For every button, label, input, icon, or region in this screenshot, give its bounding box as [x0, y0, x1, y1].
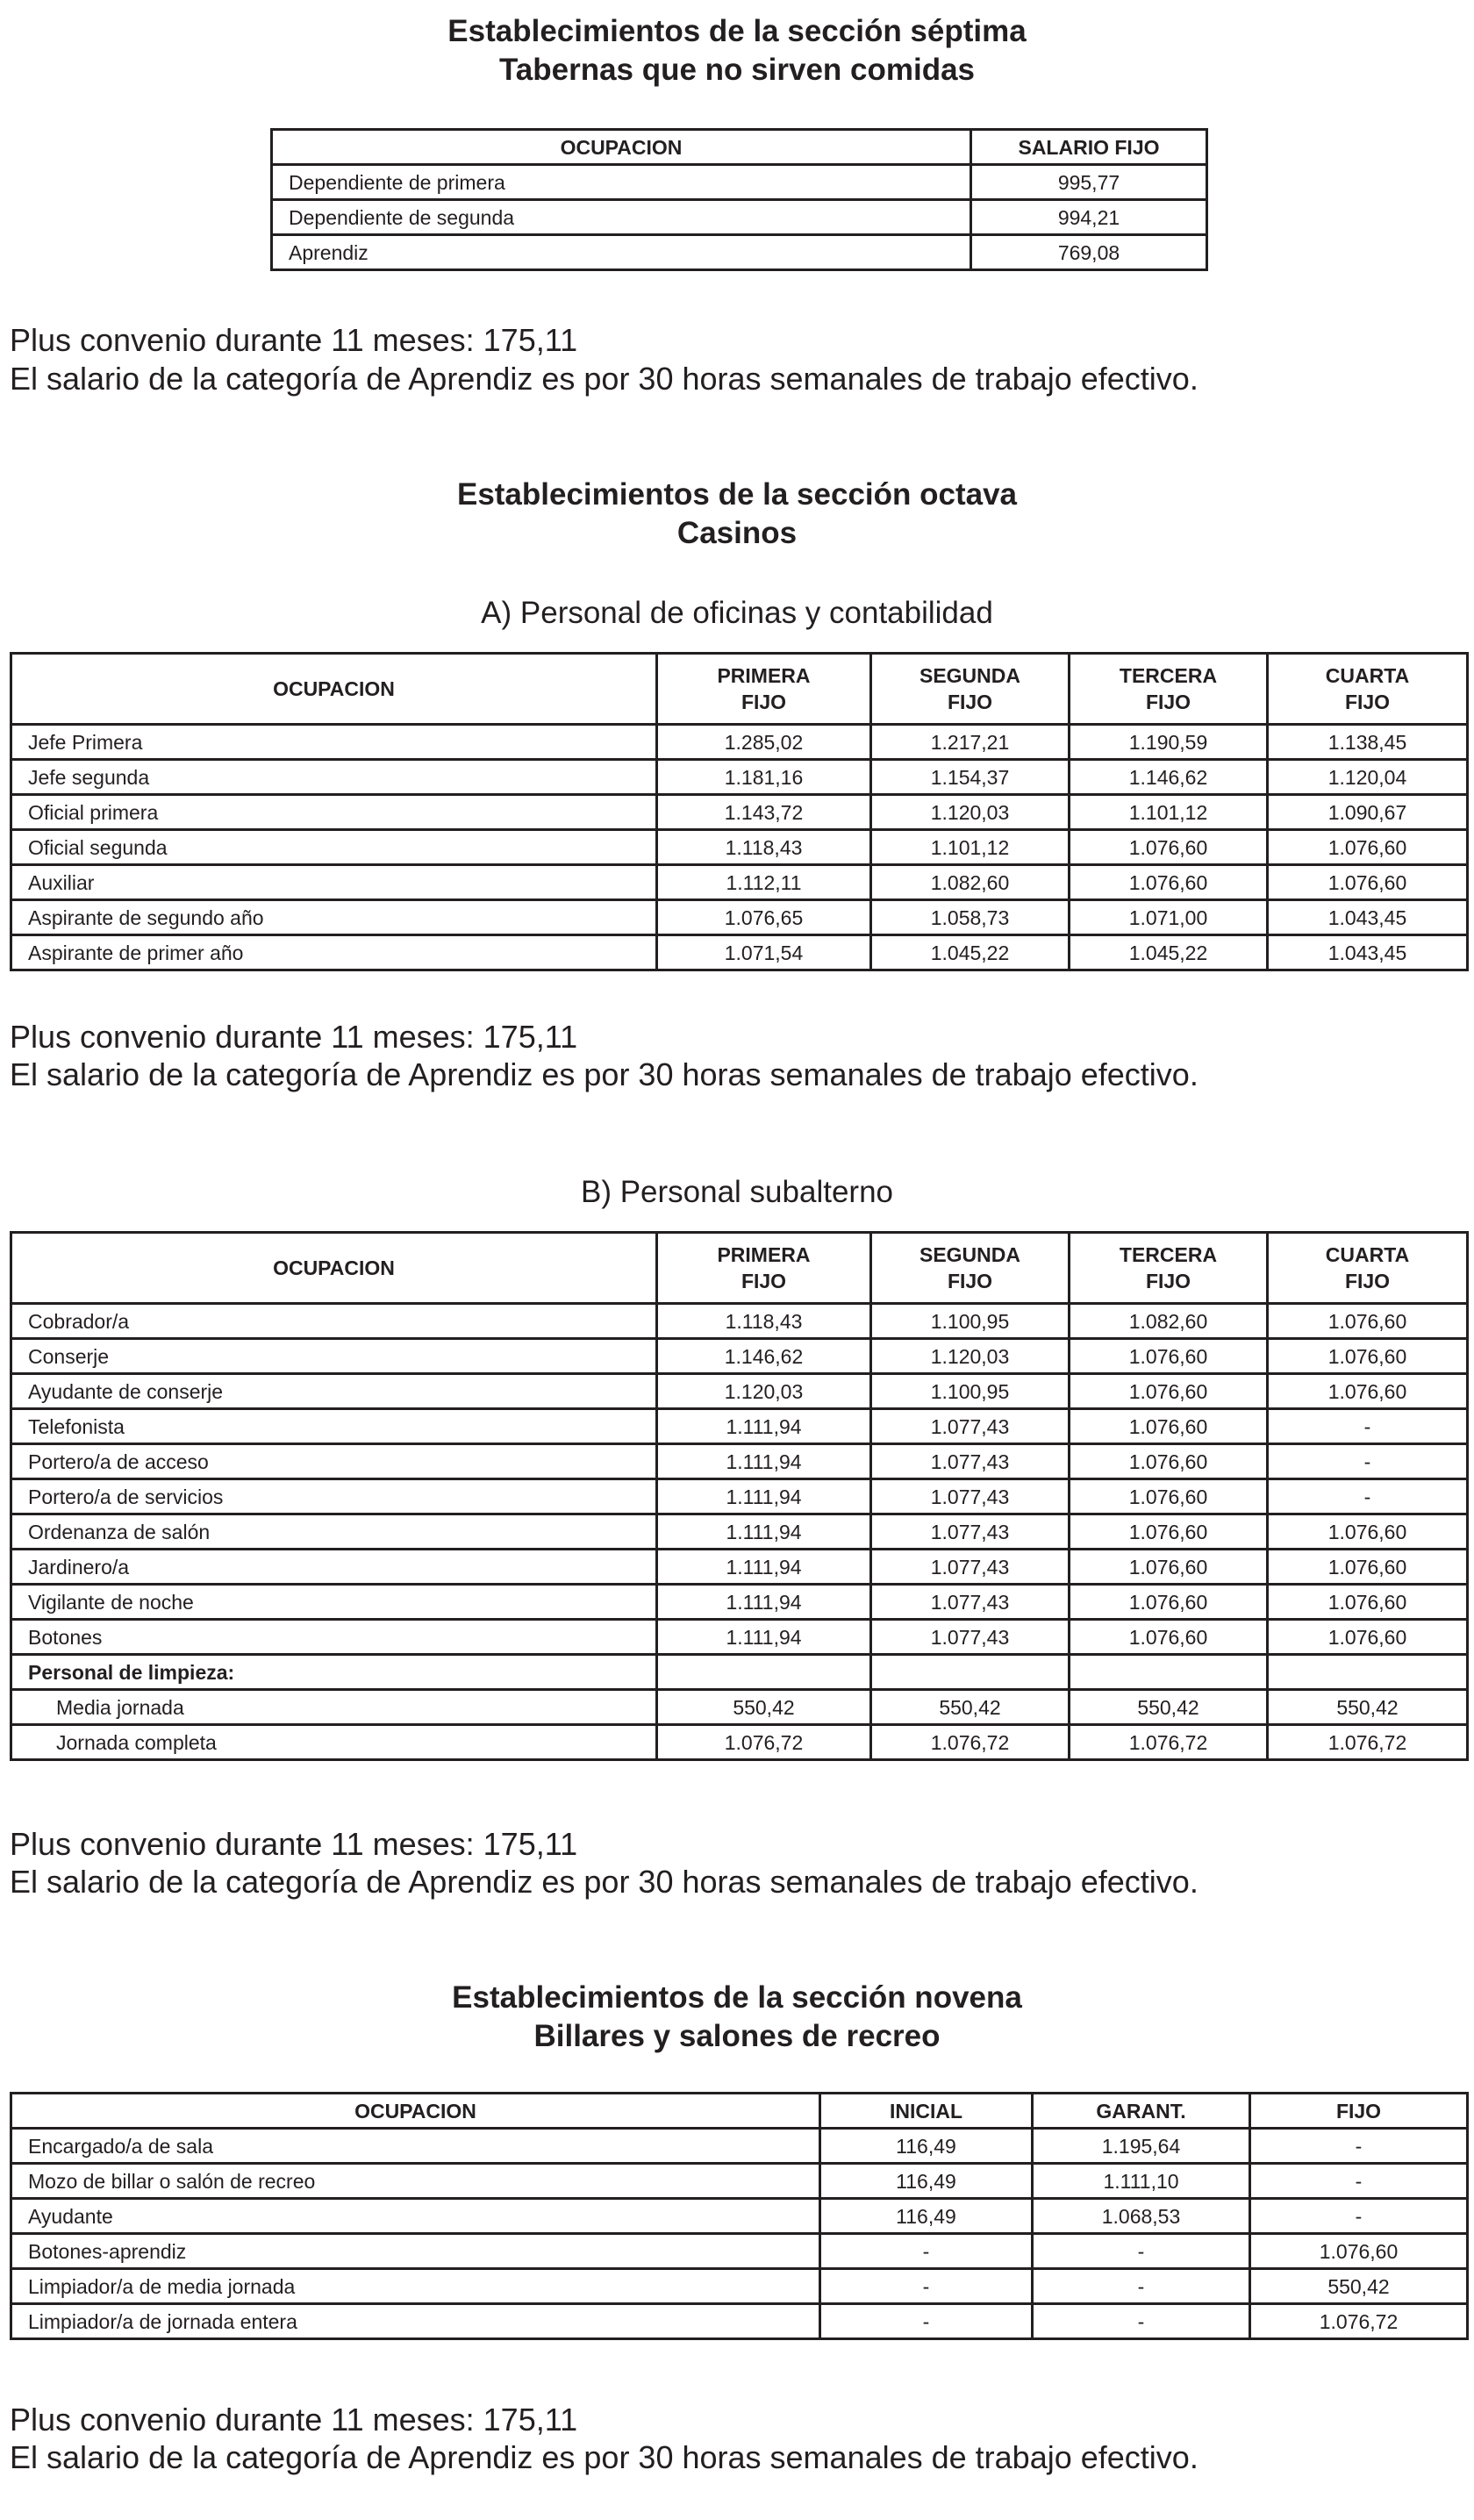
cell-primera: 1.071,54 — [657, 935, 871, 970]
col-header-cuarta: CUARTA FIJO — [1268, 654, 1468, 725]
cell-tercera: 1.076,60 — [1070, 1550, 1268, 1585]
cell-primera: 1.111,94 — [657, 1550, 871, 1585]
cell-ocupacion: Jefe segunda — [11, 760, 657, 795]
cell-segunda: 1.077,43 — [871, 1550, 1070, 1585]
col-header-cuarta: CUARTA FIJO — [1268, 1233, 1468, 1304]
cell-fijo: - — [1250, 2164, 1468, 2199]
cell-segunda: 1.100,95 — [871, 1374, 1070, 1409]
cell-ocupacion: Portero/a de servicios — [11, 1479, 657, 1514]
section-9-title-line2: Billares y salones de recreo — [533, 2019, 941, 2053]
col-header-ocupacion: OCUPACION — [11, 2094, 820, 2129]
cell-fijo: - — [1250, 2199, 1468, 2234]
cell-tercera: 1.076,60 — [1070, 1444, 1268, 1479]
table-row — [11, 2199, 1468, 2234]
cell-ocupacion: Jefe Primera — [11, 725, 657, 760]
cell-segunda: 1.077,43 — [871, 1409, 1070, 1444]
cell-ocupacion: Mozo de billar o salón de recreo — [11, 2164, 820, 2199]
cell-segunda: 1.217,21 — [871, 725, 1070, 760]
cell-garant: - — [1033, 2234, 1250, 2269]
cell-segunda: 1.120,03 — [871, 795, 1070, 830]
col-header-salario-fijo: SALARIO FIJO — [971, 130, 1207, 165]
table-row — [11, 2164, 1468, 2199]
aprendiz-note: El salario de la categoría de Aprendiz es por 30 horas semanales de trabajo efectivo. — [10, 361, 1199, 397]
section-9-table — [10, 2092, 1469, 2340]
table-row — [11, 2269, 1468, 2304]
cell-ocupacion: Jornada completa — [11, 1725, 657, 1760]
cell-fijo: 1.076,72 — [1250, 2304, 1468, 2339]
col-header-ocupacion: OCUPACION — [272, 130, 971, 165]
cell-salario: 769,08 — [971, 235, 1207, 270]
cell-segunda: 1.077,43 — [871, 1479, 1070, 1514]
table-row — [11, 2234, 1468, 2269]
cell-cuarta: 1.043,45 — [1268, 935, 1468, 970]
cell-primera: 1.120,03 — [657, 1374, 871, 1409]
section-7-title — [0, 12, 1474, 89]
cell-cuarta: 550,42 — [1268, 1690, 1468, 1725]
cell-ocupacion: Oficial segunda — [11, 830, 657, 865]
col-header-segunda: SEGUNDA FIJO — [871, 1233, 1070, 1304]
table-header-row — [11, 654, 1468, 725]
cell-ocupacion: Botones-aprendiz — [11, 2234, 820, 2269]
plus-convenio-note: Plus convenio durante 11 meses: 175,11 — [10, 1019, 578, 1055]
cell-tercera: 1.076,60 — [1070, 1585, 1268, 1620]
cell-ocupacion: Botones — [11, 1620, 657, 1655]
table-row — [11, 1374, 1468, 1409]
cell-inicial: 116,49 — [820, 2199, 1033, 2234]
cell-primera: 1.076,65 — [657, 900, 871, 935]
cell-cuarta: 1.076,60 — [1268, 865, 1468, 900]
cell-ocupacion: Ayudante de conserje — [11, 1374, 657, 1409]
cell-cuarta: 1.076,60 — [1268, 1620, 1468, 1655]
cell-salario: 995,77 — [971, 165, 1207, 200]
cell-cuarta: 1.076,60 — [1268, 1374, 1468, 1409]
table-row — [272, 165, 1207, 200]
cell-group-label: Personal de limpieza: — [11, 1655, 657, 1690]
table-row — [11, 1479, 1468, 1514]
cell-ocupacion: Aprendiz — [272, 235, 971, 270]
table-row — [11, 1339, 1468, 1374]
subsection-b-table — [10, 1231, 1469, 1761]
cell-segunda: 1.077,43 — [871, 1585, 1070, 1620]
table-row — [272, 200, 1207, 235]
cell-cuarta: 1.076,60 — [1268, 830, 1468, 865]
cell-inicial: 116,49 — [820, 2164, 1033, 2199]
table-row — [11, 1585, 1468, 1620]
cell-segunda: 1.077,43 — [871, 1620, 1070, 1655]
table-row — [11, 725, 1468, 760]
cell-ocupacion: Encargado/a de sala — [11, 2129, 820, 2164]
cell-ocupacion: Media jornada — [11, 1690, 657, 1725]
cell-tercera: 1.076,60 — [1070, 1339, 1268, 1374]
cell-ocupacion: Auxiliar — [11, 865, 657, 900]
cell-cuarta: 1.076,60 — [1268, 1339, 1468, 1374]
cell-primera: 1.118,43 — [657, 830, 871, 865]
cell-primera: 1.111,94 — [657, 1444, 871, 1479]
cell-cuarta: 1.076,60 — [1268, 1550, 1468, 1585]
col-header-ocupacion: OCUPACION — [11, 654, 657, 725]
table-row — [11, 1304, 1468, 1339]
table-row — [11, 900, 1468, 935]
table-row — [11, 2304, 1468, 2339]
cell-segunda: 1.154,37 — [871, 760, 1070, 795]
section-9-title — [0, 1979, 1474, 2056]
cell-ocupacion: Dependiente de primera — [272, 165, 971, 200]
aprendiz-note: El salario de la categoría de Aprendiz es por 30 horas semanales de trabajo efectivo. — [10, 2439, 1199, 2475]
cell-cuarta: 1.076,60 — [1268, 1585, 1468, 1620]
cell-tercera: 1.076,72 — [1070, 1725, 1268, 1760]
cell-ocupacion: Oficial primera — [11, 795, 657, 830]
cell-tercera: 1.076,60 — [1070, 1514, 1268, 1550]
cell-segunda — [871, 1655, 1070, 1690]
cell-cuarta: 1.138,45 — [1268, 725, 1468, 760]
aprendiz-note: El salario de la categoría de Aprendiz es por 30 horas semanales de trabajo efectivo. — [10, 1056, 1199, 1092]
cell-ocupacion: Vigilante de noche — [11, 1585, 657, 1620]
cell-cuarta: 1.076,60 — [1268, 1514, 1468, 1550]
cell-segunda: 550,42 — [871, 1690, 1070, 1725]
cell-segunda: 1.077,43 — [871, 1444, 1070, 1479]
cell-primera: 1.118,43 — [657, 1304, 871, 1339]
cell-primera: 1.181,16 — [657, 760, 871, 795]
cell-tercera — [1070, 1655, 1268, 1690]
cell-salario: 994,21 — [971, 200, 1207, 235]
cell-segunda: 1.058,73 — [871, 900, 1070, 935]
section-7-title-line1: Establecimientos de la sección séptima — [447, 14, 1027, 48]
cell-primera: 1.076,72 — [657, 1725, 871, 1760]
subsection-b-heading: B) Personal subalterno — [580, 1175, 894, 1209]
cell-primera: 1.143,72 — [657, 795, 871, 830]
cell-tercera: 1.076,60 — [1070, 865, 1268, 900]
col-header-primera: PRIMERA FIJO — [657, 654, 871, 725]
col-header-segunda: SEGUNDA FIJO — [871, 654, 1070, 725]
cell-cuarta: 1.043,45 — [1268, 900, 1468, 935]
cell-segunda: 1.045,22 — [871, 935, 1070, 970]
table-row — [11, 1444, 1468, 1479]
section-9-title-line1: Establecimientos de la sección novena — [452, 1980, 1022, 2015]
cell-fijo: - — [1250, 2129, 1468, 2164]
table-group-row — [11, 1655, 1468, 1690]
table-header-row — [11, 1233, 1468, 1304]
cell-tercera: 1.076,60 — [1070, 1409, 1268, 1444]
cell-garant: 1.111,10 — [1033, 2164, 1250, 2199]
cell-inicial: 116,49 — [820, 2129, 1033, 2164]
cell-tercera: 1.082,60 — [1070, 1304, 1268, 1339]
aprendiz-note: El salario de la categoría de Aprendiz es por 30 horas semanales de trabajo efectivo. — [10, 1864, 1199, 1900]
table-header-row — [11, 2094, 1468, 2129]
cell-tercera: 1.071,00 — [1070, 900, 1268, 935]
cell-inicial: - — [820, 2304, 1033, 2339]
cell-primera: 550,42 — [657, 1690, 871, 1725]
plus-convenio-note: Plus convenio durante 11 meses: 175,11 — [10, 1826, 578, 1862]
table-row — [11, 1690, 1468, 1725]
cell-ocupacion: Limpiador/a de jornada entera — [11, 2304, 820, 2339]
plus-convenio-note: Plus convenio durante 11 meses: 175,11 — [10, 322, 578, 358]
cell-tercera: 1.045,22 — [1070, 935, 1268, 970]
section-7-title-line2: Tabernas que no sirven comidas — [498, 53, 976, 87]
cell-primera: 1.111,94 — [657, 1514, 871, 1550]
table-row — [11, 760, 1468, 795]
cell-ocupacion: Ordenanza de salón — [11, 1514, 657, 1550]
col-header-tercera: TERCERA FIJO — [1070, 654, 1268, 725]
cell-primera: 1.112,11 — [657, 865, 871, 900]
table-row — [11, 1620, 1468, 1655]
table-row — [11, 935, 1468, 970]
cell-segunda: 1.082,60 — [871, 865, 1070, 900]
cell-segunda: 1.077,43 — [871, 1514, 1070, 1550]
cell-ocupacion: Dependiente de segunda — [272, 200, 971, 235]
cell-tercera: 550,42 — [1070, 1690, 1268, 1725]
cell-cuarta: - — [1268, 1444, 1468, 1479]
cell-inicial: - — [820, 2234, 1033, 2269]
table-row — [11, 1514, 1468, 1550]
plus-convenio-note: Plus convenio durante 11 meses: 175,11 — [10, 2402, 578, 2438]
col-header-inicial: INICIAL — [820, 2094, 1033, 2129]
cell-tercera: 1.076,60 — [1070, 1620, 1268, 1655]
cell-garant: 1.068,53 — [1033, 2199, 1250, 2234]
cell-segunda: 1.100,95 — [871, 1304, 1070, 1339]
cell-fijo: 550,42 — [1250, 2269, 1468, 2304]
cell-primera — [657, 1655, 871, 1690]
cell-cuarta: 1.076,60 — [1268, 1304, 1468, 1339]
cell-cuarta: 1.076,72 — [1268, 1725, 1468, 1760]
cell-ocupacion: Telefonista — [11, 1409, 657, 1444]
cell-tercera: 1.146,62 — [1070, 760, 1268, 795]
table-row — [11, 2129, 1468, 2164]
table-row — [11, 1725, 1468, 1760]
cell-cuarta: - — [1268, 1479, 1468, 1514]
cell-cuarta: 1.120,04 — [1268, 760, 1468, 795]
cell-primera: 1.111,94 — [657, 1409, 871, 1444]
table-row — [11, 795, 1468, 830]
cell-segunda: 1.076,72 — [871, 1725, 1070, 1760]
cell-primera: 1.111,94 — [657, 1620, 871, 1655]
cell-segunda: 1.101,12 — [871, 830, 1070, 865]
col-header-fijo: FIJO — [1250, 2094, 1468, 2129]
cell-ocupacion: Portero/a de acceso — [11, 1444, 657, 1479]
cell-primera: 1.111,94 — [657, 1585, 871, 1620]
section-8-title-line2: Casinos — [676, 516, 798, 550]
section-8-title-line1: Establecimientos de la sección octava — [456, 477, 1018, 512]
cell-garant: - — [1033, 2304, 1250, 2339]
cell-ocupacion: Jardinero/a — [11, 1550, 657, 1585]
cell-primera: 1.285,02 — [657, 725, 871, 760]
cell-segunda: 1.120,03 — [871, 1339, 1070, 1374]
cell-cuarta — [1268, 1655, 1468, 1690]
subsection-a-table — [10, 652, 1469, 971]
table-row — [11, 1550, 1468, 1585]
cell-tercera: 1.076,60 — [1070, 1374, 1268, 1409]
table-row — [11, 1409, 1468, 1444]
cell-primera: 1.146,62 — [657, 1339, 871, 1374]
cell-ocupacion: Conserje — [11, 1339, 657, 1374]
col-header-garant: GARANT. — [1033, 2094, 1250, 2129]
table-row — [272, 235, 1207, 270]
cell-garant: 1.195,64 — [1033, 2129, 1250, 2164]
cell-ocupacion: Aspirante de primer año — [11, 935, 657, 970]
cell-tercera: 1.190,59 — [1070, 725, 1268, 760]
section-7-table — [270, 128, 1208, 271]
cell-ocupacion: Aspirante de segundo año — [11, 900, 657, 935]
cell-ocupacion: Ayudante — [11, 2199, 820, 2234]
cell-ocupacion: Limpiador/a de media jornada — [11, 2269, 820, 2304]
cell-cuarta: - — [1268, 1409, 1468, 1444]
cell-tercera: 1.076,60 — [1070, 1479, 1268, 1514]
col-header-tercera: TERCERA FIJO — [1070, 1233, 1268, 1304]
table-row — [11, 830, 1468, 865]
cell-garant: - — [1033, 2269, 1250, 2304]
cell-primera: 1.111,94 — [657, 1479, 871, 1514]
cell-tercera: 1.076,60 — [1070, 830, 1268, 865]
cell-fijo: 1.076,60 — [1250, 2234, 1468, 2269]
subsection-a-heading: A) Personal de oficinas y contabilidad — [481, 596, 993, 630]
table-header-row — [272, 130, 1207, 165]
col-header-ocupacion: OCUPACION — [11, 1233, 657, 1304]
cell-tercera: 1.101,12 — [1070, 795, 1268, 830]
cell-inicial: - — [820, 2269, 1033, 2304]
cell-cuarta: 1.090,67 — [1268, 795, 1468, 830]
cell-ocupacion: Cobrador/a — [11, 1304, 657, 1339]
section-8-title — [0, 476, 1474, 553]
col-header-primera: PRIMERA FIJO — [657, 1233, 871, 1304]
table-row — [11, 865, 1468, 900]
